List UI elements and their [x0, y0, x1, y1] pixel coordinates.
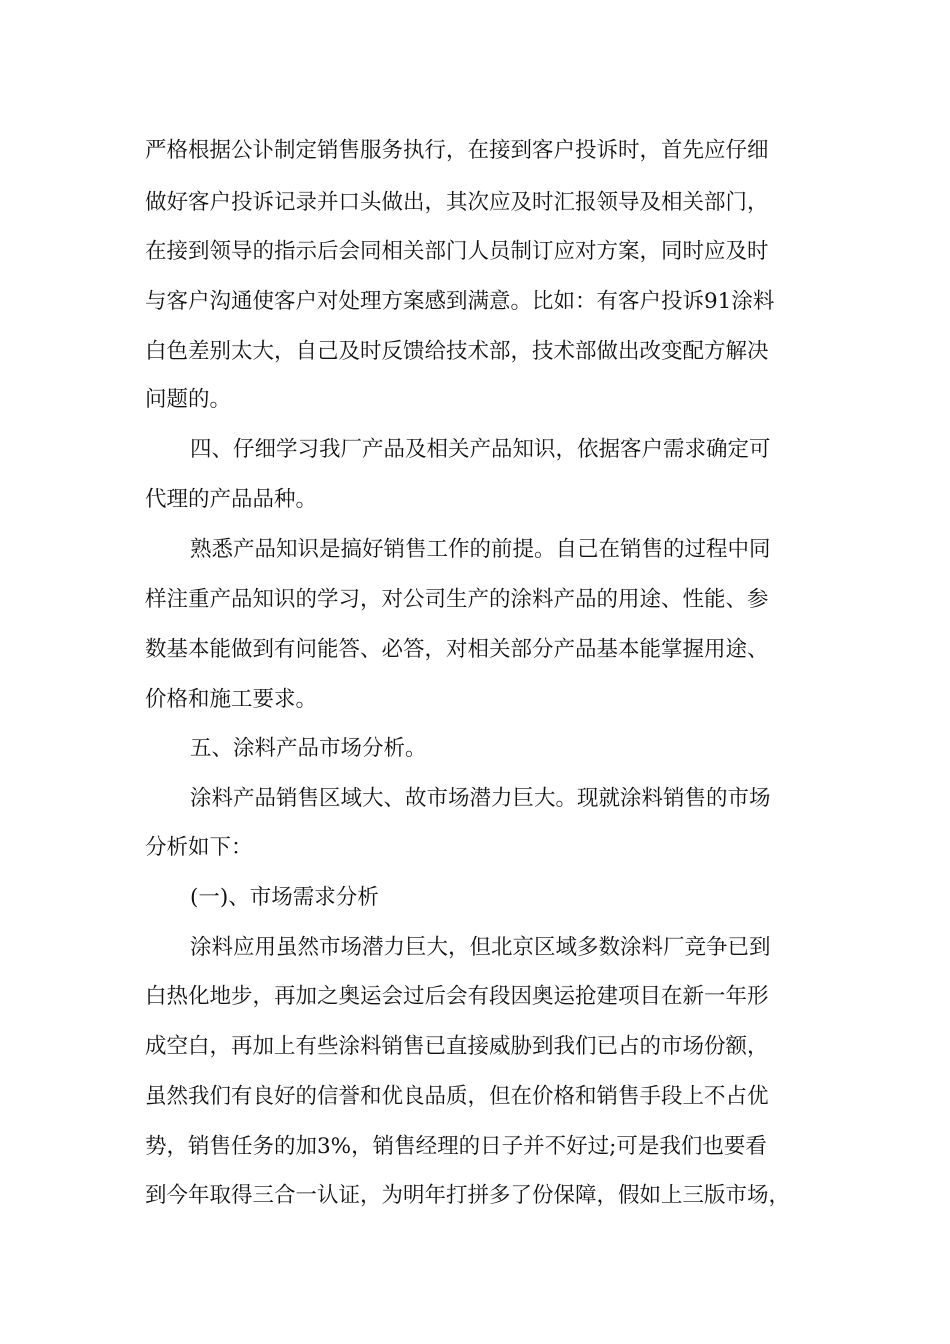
text-line-14: 涂料产品销售区域大、故市场潜力巨大。现就涂料销售的市场: [190, 786, 771, 811]
text-line-15: 分析如下：: [145, 835, 253, 860]
text-line-4: 与客户沟通使客户对处理方案感到满意。比如：有客户投诉91涂料: [145, 289, 775, 314]
text-line-10: 样注重产品知识的学习，对公司生产的涂料产品的用途、性能、参: [145, 587, 769, 612]
subsection-heading: (一)、市场需求分析: [190, 885, 379, 910]
text-line-8: 代理的产品品种。: [145, 487, 318, 512]
text-line-3: 在接到领导的指示后会同相关部门人员制订应对方案，同时应及时: [145, 239, 769, 264]
text-line-21: 势，销售任务的加3%，销售经理的日子并不好过;可是我们也要看: [145, 1134, 767, 1159]
text-line-9: 熟悉产品知识是搞好销售工作的前提。自己在销售的过程中同: [190, 537, 771, 562]
text-line-17: 涂料应用虽然市场潜力巨大，但北京区域多数涂料厂竞争已到: [190, 935, 771, 960]
text-line-11: 数基本能做到有问能答、必答，对相关部分产品基本能掌握用途、: [145, 637, 769, 662]
section-heading-5: 五、涂料产品市场分析。: [190, 736, 427, 761]
text-line-2: 做好客户投诉记录并口头做出，其次应及时汇报领导及相关部门，: [145, 190, 769, 215]
text-line-20: 虽然我们有良好的信誉和优良品质，但在价格和销售手段上不占优: [145, 1084, 769, 1109]
text-line-19: 成空白，再加上有些涂料销售已直接威胁到我们已占的市场份额，: [145, 1034, 769, 1059]
text-line-6: 问题的。: [145, 387, 232, 412]
text-line-12: 价格和施工要求。: [145, 687, 318, 712]
section-heading-4: 四、仔细学习我厂产品及相关产品知识，依据客户需求确定可: [190, 437, 771, 462]
text-line-22: 到今年取得三合一认证，为明年打拼多了份保障，假如上三版市场，: [145, 1183, 791, 1208]
text-line-1: 严格根据公讣制定销售服务执行，在接到客户投诉时，首先应仔细: [145, 138, 769, 163]
text-line-5: 白色差别太大，自己及时反馈给技术部，技术部做出改变配方解决: [145, 339, 769, 364]
text-line-18: 白热化地步，再加之奥运会过后会有段因奥运抢建项目在新一年形: [145, 984, 769, 1009]
